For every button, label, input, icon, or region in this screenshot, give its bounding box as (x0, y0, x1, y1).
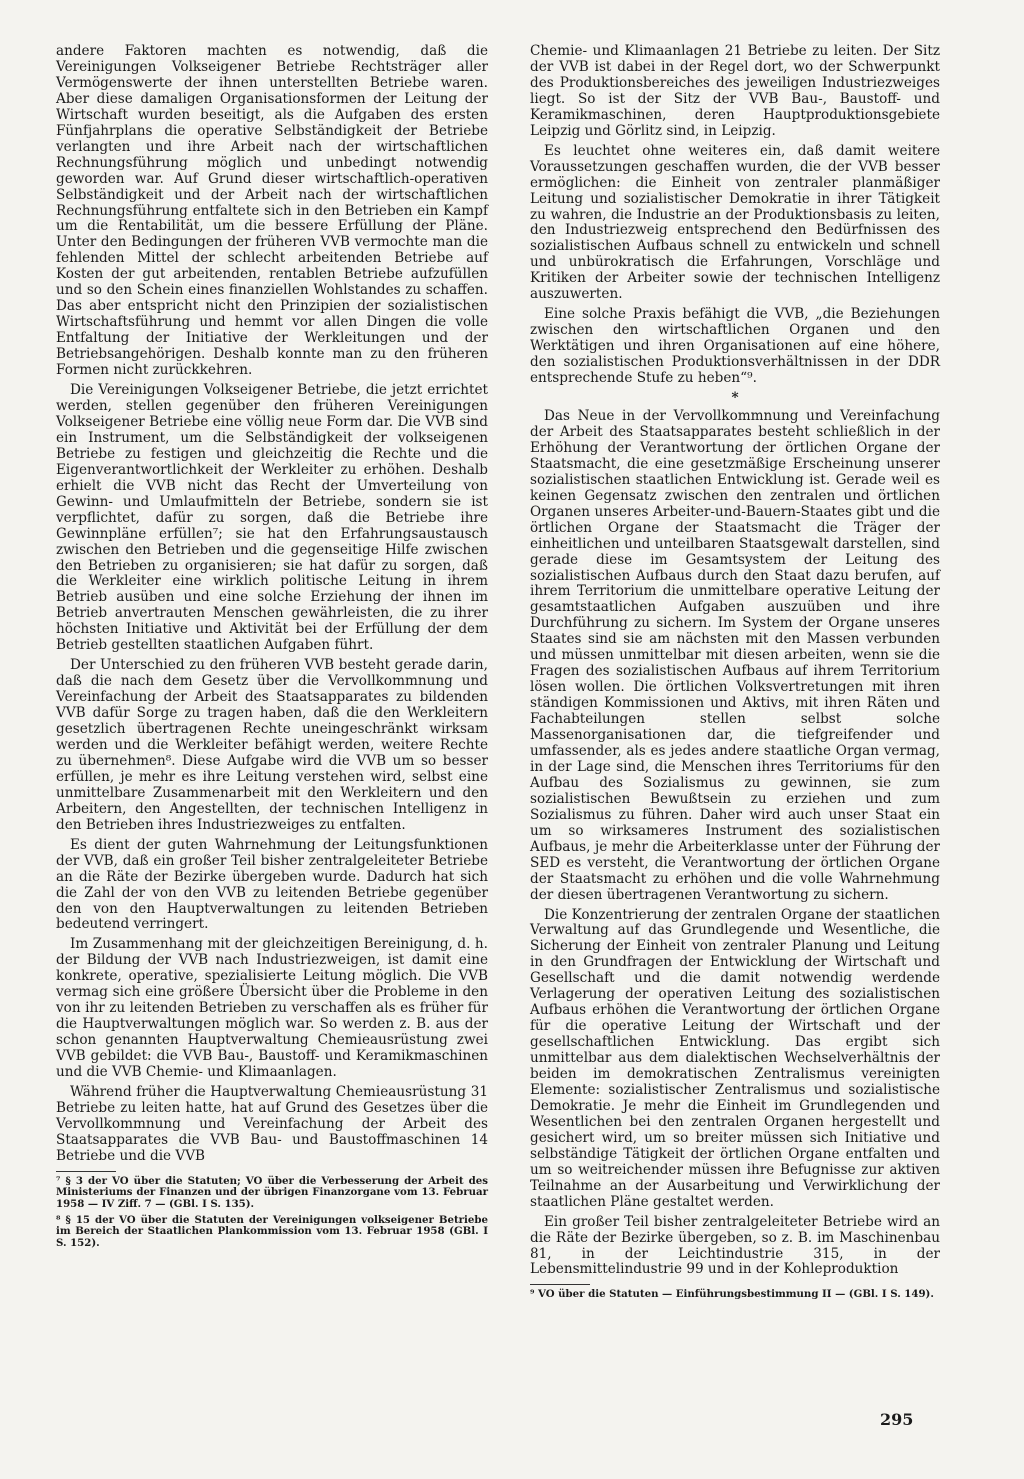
footnote: ⁹ VO über die Statuten — Einführungsbestimmung II — (GBl. I S. 149). (530, 1288, 934, 1301)
paragraph: Eine solche Praxis befähigt die VVB, „die Beziehungen zwischen den wirtschaftlichen Organen und den Werktätigen und ihren Organisationen auf eine höhere, den sozialistischen Produktionsverhältnissen in der DDR entsprechende Stufe zu heben“⁹. (530, 306, 940, 387)
paragraph: Es leuchtet ohne weiteres ein, daß damit weitere Voraussetzungen geschaffen wurden, die der VVB besser ermöglichen: die Einheit von zentraler planmäßiger Leitung und sozialistischer Demokratie in ihrer Tätigkeit zu wahren, die Industrie an der Produktionsbasis zu leiten, den Industriezweig entsprechend den Bedürfnissen des sozialistischen Aufbaus schnell zu entwickeln und schnell und unbürokratisch die Erfahrungen, Vorschläge und Kritiken der Arbeiter sowie der technischen Intelligenz auszuwerten. (530, 142, 940, 303)
footnote: ⁸ § 15 der VO über die Statuten der Vereinigungen volkseigener Betriebe im Bereich der Staatlichen Plankommission vom 13. Februar 1958 (GBl. I S. 152). (56, 1213, 488, 1249)
section-separator: * (731, 390, 739, 407)
paragraph: andere Faktoren machten es notwendig, daß die Vereinigungen Volkseigener Betriebe Rechtsträger aller Vermögenswerte der ihnen unterstellten Betriebe waren. Aber diese damaligen Organisationsformen der Leitung der Wirtschaft wurden beseitigt, als die Aufgaben des ersten Fünfjahrplans die operative Selbständigkeit der Betriebe verlangten und ihre Arbeit nach der wirtschaftlichen Rechnungsführung möglich und unbedingt notwendig geworden war. Auf Grund dieser wirtschaftlich-operativen Selbständigkeit und der Arbeit nach der wirtschaftlichen Rechnungsführung entfaltete sich in den Betrieben ein Kampf um die Rentabilität, um die bessere Erfüllung der Pläne. Unter den Bedingungen der früheren VVB vermochte man die fehlenden Mittel der schlecht arbeitenden Betriebe auf Kosten der gut arbeitenden, rentablen Betriebe aufzufüllen und so den Schein eines finanziellen Wohlstandes zu schaffen. Das aber entspricht nicht den Prinzipien der sozialistischen Wirtschaftsführung und hemmt vor allen Dingen die volle Entfaltung der Initiative der Werkleitungen und der Betriebsangehörigen. Deshalb konnte man zu den früheren Formen nicht zurückkehren. (56, 43, 488, 379)
paragraph: Chemie- und Klimaanlagen 21 Betriebe zu leiten. Der Sitz der VVB ist dabei in der Regel dort, wo der Schwerpunkt des Produktionsbereiches des jeweiligen Industriezweiges liegt. So ist der Sitz der VVB Bau-, Baustoff- und Keramikmaschinen, deren Hauptproduktionsgebiete Leipzig und Görlitz sind, in Leipzig. (530, 43, 940, 139)
paragraph: Im Zusammenhang mit der gleichzeitigen Bereinigung, d. h. der Bildung der VVB nach Industriezweigen, ist damit eine konkrete, operative, spezialisierte Leitung möglich. Die VVB vermag sich eine größere Übersicht über die Probleme in den von ihr zu leitenden Betrieben zu verschaffen als es früher für die Hauptverwaltungen möglich war. So werden z. B. aus der schon genannten Hauptverwaltung Chemieausrüstung zwei VVB gebildet: die VVB Bau-, Baustoff- und Keramikmaschinen und die VVB Chemie- und Klimaanlagen. (56, 936, 488, 1081)
paragraph: Ein großer Teil bisher zentralgeleiteter Betriebe wird an die Räte der Bezirke übergeben, so z. B. im Maschinenbau 81, in der Leichtindustrie 315, in der Lebensmittelindustrie 99 und in der Kohleproduktion (530, 1213, 940, 1278)
paragraph: Die Konzentrierung der zentralen Organe der staatlichen Verwaltung auf das Grundlegende und Wesentliche, die Sicherung der Einheit von zentraler Planung und Leitung in den Grundfragen der Entwicklung der Wirtschaft und Gesellschaft und die damit notwendig werdende Verlagerung der operativen Leitung des sozialistischen Aufbaus erhöhen die Verantwortung der örtlichen Organe für die operative Leitung der Wirtschaft und der gesellschaftlichen Entwicklung. Das ergibt sich unmittelbar aus dem dialektischen Wechselverhältnis der beiden im demokratischen Zentralismus vereinigten Elemente: sozialistischer Zentralismus und sozialistische Demokratie. Je mehr die Einheit im Grundlegenden und Wesentlichen bei den zentralen Organen hergestellt und gesichert wird, um so breiter müssen sich Initiative und selbständige Tätigkeit der örtlichen Organe entfalten und um so weitreichender müssen ihre Befugnisse zur aktiven Teilnahme an der Ausarbeitung und Verwirklichung der staatlichen Pläne gestaltet werden. (530, 906, 940, 1210)
footnote-rule (56, 1171, 116, 1172)
right-column (530, 44, 940, 1305)
footnote: ⁷ § 3 der VO über die Statuten; VO über die Verbesserung der Arbeit des Ministeriums der Finanzen und der übrigen Finanzorgane vom 13. Februar 1958 — IV Ziff. 7 — (GBl. I S. 135). (56, 1174, 488, 1210)
footnote-rule (530, 1284, 590, 1285)
paragraph: Während früher die Hauptverwaltung Chemieausrüstung 31 Betriebe zu leiten hatte, hat auf Grund des Gesetzes über die Vervollkommnung und Vereinfachung der Arbeit des Staatsapparates die VVB Bau- und Baustoffmaschinen 14 Betriebe und die VVB (56, 1084, 488, 1164)
paragraph: Die Vereinigungen Volkseigener Betriebe, die jetzt errichtet werden, stellen gegenüber den früheren Vereinigungen Volkseigener Betriebe eine völlig neue Form dar. Die VVB sind ein Instrument, um die Selbständigkeit der volkseigenen Betriebe zu festigen und gleichzeitig die Rechte und die Eigenverantwortlichkeit der Werkleiter zu erhöhen. Deshalb erhielt die VVB nicht das Recht der Umverteilung von Gewinn- und Umlaufmitteln der Betriebe, sondern sie ist verpflichtet, dafür zu sorgen, daß die Betriebe ihre Gewinnpläne erfüllen⁷; sie hat den Erfahrungsaustausch zwischen den Betrieben und die gegenseitige Hilfe zwischen den Betrieben zu organisieren; sie hat dafür zu sorgen, daß die Werkleiter eine wirklich politische Leitung in ihrem Betrieb ausüben und eine solche Erziehung der ihnen im Betrieb anvertrauten Menschen gewährleisten, die zu ihrer höchsten Initiative und Aktivität bei der Erfüllung der dem Betrieb gestellten staatlichen Aufgaben führt. (56, 382, 488, 654)
paragraph: Der Unterschied zu den früheren VVB besteht gerade darin, daß die nach dem Gesetz über die Vervollkommnung und Vereinfachung der Arbeit des Staatsapparates zu bildenden VVB dafür Sorge zu tragen haben, daß die den Werkleitern gesetzlich übertragenen Rechte uneingeschränkt wirksam werden und die Werkleiter befähigt werden, weitere Rechte zu übernehmen⁸. Diese Aufgabe wird die VVB um so besser erfüllen, je mehr es ihre Leitung verstehen wird, selbst eine unmittelbare Zusammenarbeit mit den Werkleitern und den Arbeitern, den Angestellten, der technischen Intelligenz in den Betrieben ihres Industriezweiges zu entfalten. (56, 657, 488, 833)
paragraph: Es dient der guten Wahrnehmung der Leitungsfunktionen der VVB, daß ein großer Teil bisher zentralgeleiteter Betriebe an die Räte der Bezirke übergeben wurde. Dadurch hat sich die Zahl der von den VVB zu leitenden Betriebe gegenüber den von den Hauptverwaltungen zu leitenden Betrieben bedeutend verringert. (56, 836, 488, 933)
left-column (56, 44, 488, 1253)
page-number: 295 (880, 1410, 914, 1429)
paragraph: Das Neue in der Vervollkommnung und Vereinfachung der Arbeit des Staatsapparates besteht schließlich in der Erhöhung der Verantwortung der örtlichen Organe der Staatsmacht, die eine gesetzmäßige Erscheinung unserer sozialistischen staatlichen Entwicklung ist. Gerade weil es keinen Gegensatz zwischen den zentralen und örtlichen Organen unseres Arbeiter-und-Bauern-Staates gibt und die örtlichen Organe der Staatsmacht die Träger der einheitlichen und unteilbaren Staatsgewalt darstellen, sind gerade diese im Gesamtsystem der Leitung des sozialistischen Aufbaus durch den Staat dazu berufen, auf ihrem Territorium die unmittelbare operative Leitung der gesamtstaatlichen Aufgaben auszuüben und ihre Durchführung zu sichern. Im System der Organe unseres Staates sind sie am nächsten mit den Massen verbunden und müssen unmittelbar mit diesen arbeiten, wenn sie die Fragen des sozialistischen Aufbaus auf ihrem Territorium lösen wollen. Die örtlichen Volksvertretungen mit ihren ständigen Kommissionen und Aktivs, mit ihren Räten und Fachabteilungen stellen selbst solche Massenorganisationen dar, die tiefgreifender und umfassender, als es jedes andere staatliche Organ vermag, in der Lage sind, die Menschen ihres Territoriums für den Aufbau des Sozialismus zu gewinnen, sie zum sozialistischen Bewußtsein zu erziehen und zum Sozialismus zu führen. Daher wird auch unser Staat ein um so wirksameres Instrument des sozialistischen Aufbaus, je mehr die Arbeiterklasse unter der Führung der SED es versteht, die Verantwortung der örtlichen Organe der Staatsmacht zu erhöhen und die volle Wahrnehmung der diesen übertragenen Verantwortung zu sichern. (530, 407, 940, 903)
